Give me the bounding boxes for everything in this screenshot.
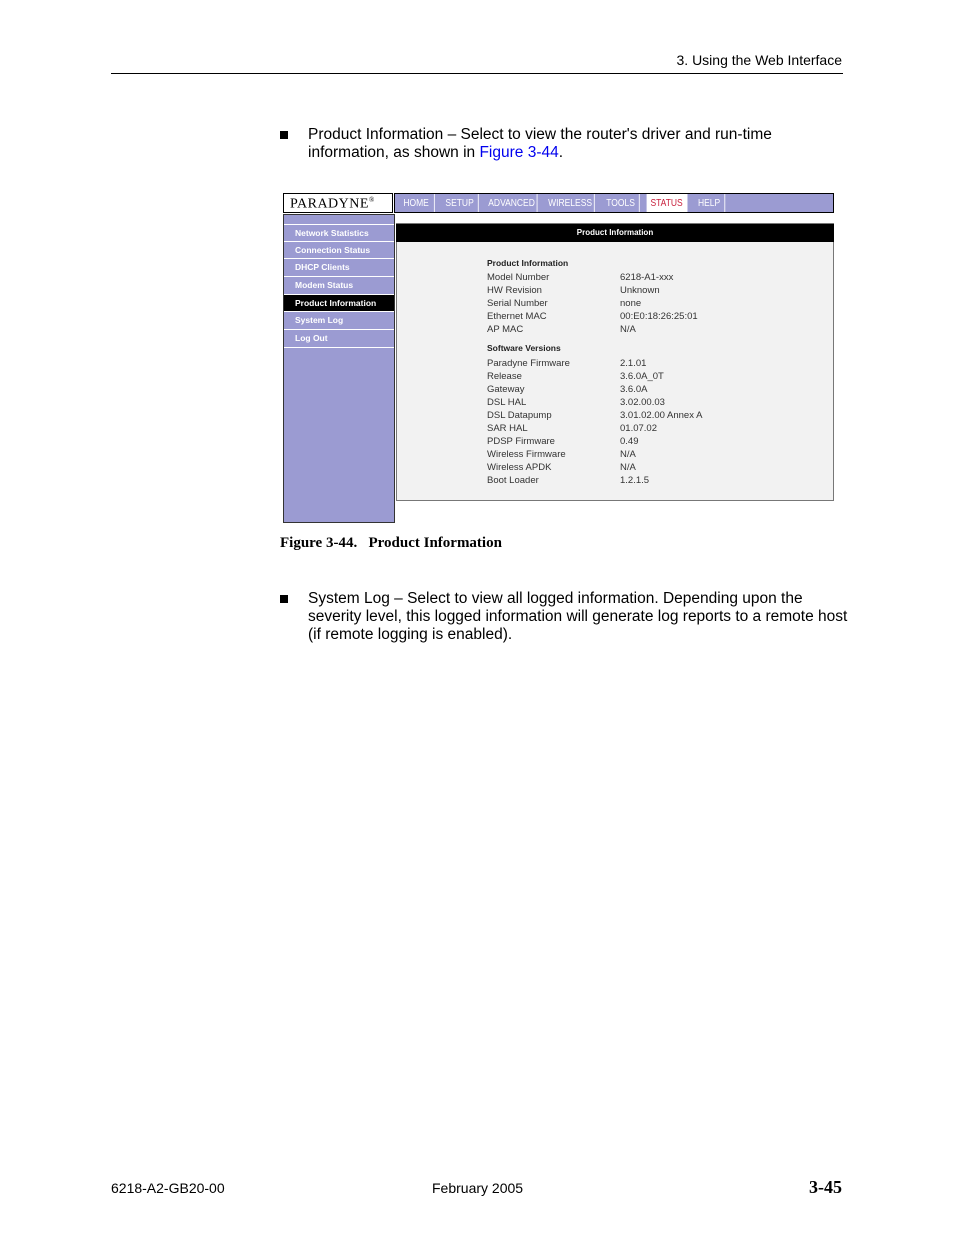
content-title-bar: Product Information <box>396 224 834 242</box>
row-label: Paradyne Firmware <box>487 358 570 369</box>
sidebar-item-modem-status[interactable]: Modem Status <box>284 277 394 295</box>
bullet-square-icon <box>280 131 288 139</box>
row-value: none <box>620 298 642 309</box>
nav-home[interactable]: HOME <box>398 194 435 212</box>
row-value: N/A <box>620 462 636 473</box>
row-label: AP MAC <box>487 324 524 335</box>
row-value: 3.02.00.03 <box>620 397 665 408</box>
nav-setup[interactable]: SETUP <box>441 194 478 212</box>
row-value: 2.1.01 <box>620 358 647 369</box>
row-value: 1.2.1.5 <box>620 475 650 486</box>
page-number: 3-45 <box>809 1177 842 1197</box>
row-value: Unknown <box>620 285 660 296</box>
sidebar-item-system-log[interactable]: System Log <box>284 312 394 330</box>
row-label: Model Number <box>487 272 550 283</box>
row-label: DSL Datapump <box>487 410 552 421</box>
row-value: 01.07.02 <box>620 423 657 434</box>
row-label: SAR HAL <box>487 423 528 434</box>
paradyne-logo: PARADYNE® <box>290 196 375 212</box>
row-value: 00:E0:18:26:25:01 <box>620 311 698 322</box>
row-label: Wireless APDK <box>487 462 552 473</box>
sidebar-item-network-statistics[interactable]: Network Statistics <box>284 224 394 242</box>
row-label: HW Revision <box>487 285 542 296</box>
bullet-text <box>308 126 848 162</box>
row-label: Ethernet MAC <box>487 311 547 322</box>
nav-tools[interactable]: TOOLS <box>602 194 639 212</box>
row-value: 3.6.0A_0T <box>620 371 664 382</box>
nav-status[interactable]: STATUS <box>647 194 688 212</box>
top-nav <box>394 193 834 213</box>
row-value: 6218-A1-xxx <box>620 272 674 283</box>
logo-area <box>283 193 393 213</box>
row-value: N/A <box>620 324 636 335</box>
figure-number: Figure 3-44. <box>280 535 358 551</box>
footer-doc-number: 6218-A2-GB20-00 <box>111 1180 225 1196</box>
figure-link[interactable]: Figure 3-44 <box>479 144 559 161</box>
bullet-lead-text: Product Information – Select to view the router's driver and run-time information, as shown in <box>308 126 772 161</box>
section-heading-product-information: Product Information <box>487 258 569 268</box>
status-sidebar <box>283 214 395 523</box>
row-label: Serial Number <box>487 298 548 309</box>
sidebar-item-connection-status[interactable]: Connection Status <box>284 242 394 260</box>
footer-date: February 2005 <box>432 1180 524 1196</box>
running-header: 3. Using the Web Interface <box>676 52 842 68</box>
row-value: 3.6.0A <box>620 384 648 395</box>
nav-help[interactable]: HELP <box>694 194 725 212</box>
bullet-square-icon <box>280 595 288 603</box>
row-label: PDSP Firmware <box>487 436 555 447</box>
nav-wireless[interactable]: WIRELESS <box>546 194 594 212</box>
content-panel <box>396 223 834 501</box>
figure-caption <box>280 535 502 552</box>
sidebar-item-dhcp-clients[interactable]: DHCP Clients <box>284 259 394 277</box>
row-value: 3.01.02.00 Annex A <box>620 410 703 421</box>
bullet-text: System Log – Select to view all logged information. Depending upon the severity level, this logged information will generate log reports to a remote host (if remote logging is enabled). <box>308 590 848 643</box>
row-label: DSL HAL <box>487 397 527 408</box>
row-label: Wireless Firmware <box>487 449 566 460</box>
figure-title: Product Information <box>368 535 502 551</box>
header-rule <box>111 73 843 74</box>
row-value: N/A <box>620 449 636 460</box>
row-label: Boot Loader <box>487 475 539 486</box>
bullet-tail-text: . <box>558 144 564 161</box>
section-heading-software-versions: Software Versions <box>487 343 561 353</box>
sidebar-item-product-information[interactable]: Product Information <box>284 295 394 313</box>
row-label: Release <box>487 371 522 382</box>
router-ui-screenshot <box>283 193 834 523</box>
content-top-strip <box>396 214 834 223</box>
row-value: 0.49 <box>620 436 639 447</box>
row-label: Gateway <box>487 384 525 395</box>
nav-advanced[interactable]: ADVANCED <box>487 194 538 212</box>
sidebar-item-log-out[interactable]: Log Out <box>284 330 394 348</box>
